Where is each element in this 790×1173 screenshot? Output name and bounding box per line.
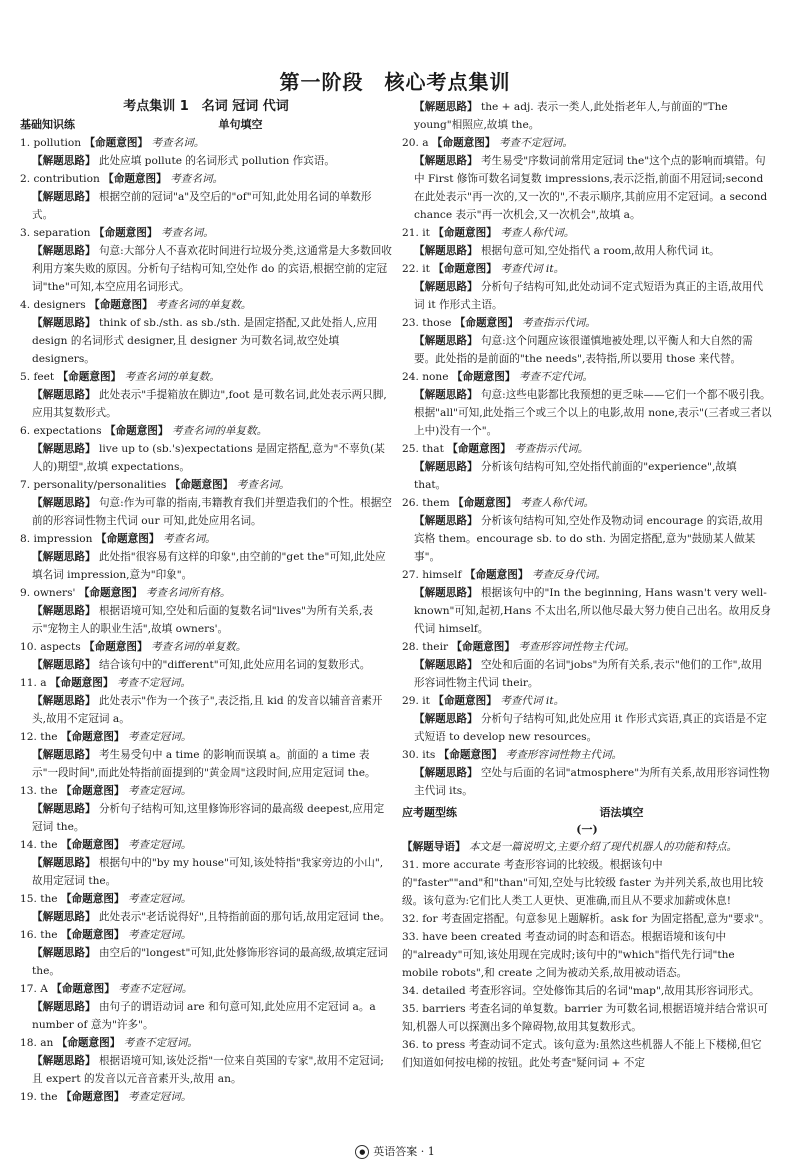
- answer-line: [402, 314, 772, 332]
- explain-tag: 【解题思路】: [414, 389, 478, 401]
- explain-tag: 【解题思路】: [32, 605, 96, 617]
- explanation: [32, 494, 392, 530]
- intent-text: 考查不定代词。: [518, 371, 593, 383]
- explain-tag: 【解题思路】: [32, 803, 96, 815]
- intent-tag: 【命题意图】: [51, 983, 115, 995]
- intent-text: 考查名词。: [160, 227, 214, 239]
- answer-key: 24. none: [402, 371, 449, 383]
- answer-key: 19. the: [20, 1091, 58, 1103]
- intent-text: 考查代词 it。: [500, 695, 565, 707]
- explain-text: 句意:大部分人不喜欢花时间进行垃圾分类,这通常是大多数回收利用方案失败的原因。分析句子结构可知,空处作 do 的宾语,根据空前的定冠词"the"可知,本空应用名词形式。: [32, 245, 392, 293]
- explain-text: 此处指"很容易有这样的印象",由空前的"get the"可知,此处应填名词 impression,意为"印象"。: [32, 551, 386, 581]
- answer-item: [20, 782, 392, 836]
- intent-tag: 【命题意图】: [431, 137, 496, 149]
- intent-tag: 【命题意图】: [60, 785, 125, 797]
- explain-tag: 【解题思路】: [414, 281, 478, 293]
- intent-tag: 【命题意图】: [84, 641, 148, 653]
- answer-key: 11. a: [20, 677, 47, 689]
- answer-key: 34. detailed: [402, 985, 466, 997]
- intent-text: 考查不定冠词。: [123, 1037, 198, 1049]
- explain-tag: 【解题思路】: [32, 245, 96, 257]
- explain-text: 根据空前的冠词"a"及空后的"of"可知,此处用名词的单数形式。: [32, 191, 372, 221]
- explain-tag: 【解题思路】: [414, 461, 478, 473]
- answer-key: 22. it: [402, 263, 430, 275]
- explanation: [32, 746, 392, 782]
- answer-item: [20, 1034, 392, 1088]
- explain-text: 由句子的谓语动词 are 和句意可知,此处应用不定冠词 a。a number of 意为"许多"。: [32, 1001, 376, 1031]
- intent-text: 考查定冠词。: [127, 893, 192, 905]
- explain-tag: 【解题思路】: [414, 245, 478, 257]
- answer-key: 6. expectations: [20, 425, 102, 437]
- explain-tag: 【解题思路】: [32, 749, 96, 761]
- intent-tag: 【命题意图】: [104, 425, 169, 437]
- answer-key: 28. their: [402, 641, 449, 653]
- explain-tag: 【解题思路】: [414, 101, 478, 113]
- answer-item: [20, 296, 392, 368]
- explain-tag: 【解题思路】: [32, 695, 96, 707]
- intent-tag: 【命题意图】: [60, 839, 125, 851]
- explanation: [32, 440, 392, 476]
- explain-text: think of sb./sth. as sb./sth. 是固定搭配,又此处指人,应用 design 的名词形式 designer,且 designer 为可数名词,故空处填 designers。: [32, 317, 378, 365]
- grammar-item: [402, 928, 772, 982]
- answer-line: [20, 638, 392, 656]
- answer-item: [20, 674, 392, 728]
- grammar-explain: 考查形容词。空处修饰其后的名词"map",故用其形容词形式。: [469, 985, 760, 997]
- intent-tag: 【命题意图】: [451, 641, 515, 653]
- answer-line: [20, 836, 392, 854]
- explain-text: 根据语境可知,该处泛指"一位来自英国的专家",故用不定冠词;且 expert 的发音以元音音素开头,故用 an。: [32, 1055, 384, 1085]
- explanation: [414, 584, 772, 638]
- answer-item: [20, 1088, 392, 1106]
- explain-tag: 【解题思路】: [414, 155, 478, 167]
- guide-paragraph: [402, 838, 772, 856]
- answer-key: 29. it: [402, 695, 430, 707]
- answer-item: [20, 584, 392, 638]
- subheading-exam: 应考题型练: [402, 806, 457, 819]
- answer-line: [20, 134, 392, 152]
- answer-line: [20, 224, 392, 242]
- explain-text: 空处和后面的名词"jobs"为所有关系,表示"他们的工作",故用形容词性物主代词 their。: [414, 659, 763, 689]
- explain-tag: 【解题思路】: [32, 1001, 96, 1013]
- intent-tag: 【命题意图】: [57, 371, 122, 383]
- answer-line: [20, 422, 392, 440]
- explain-tag: 【解题思路】: [32, 857, 96, 869]
- explanation: [32, 656, 392, 674]
- explain-text: 分析该句结构可知,空处作及物动词 encourage 的宾语,故用宾格 them。encourage sb. to do sth. 为固定搭配,意为"鼓励某人做某事"。: [414, 515, 763, 563]
- intent-text: 考查不定冠词。: [118, 983, 193, 995]
- answer-item: [20, 134, 392, 170]
- intent-text: 考查人称代词。: [500, 227, 575, 239]
- answer-key: 8. impression: [20, 533, 93, 545]
- explain-text: 此处应填 pollute 的名词形式 pollution 作宾语。: [98, 155, 336, 167]
- answer-key: 23. those: [402, 317, 452, 329]
- right-subheading: [402, 804, 772, 822]
- explanation: [414, 458, 772, 494]
- explain-tag: 【解题思路】: [32, 1055, 96, 1067]
- answer-item: [20, 638, 392, 674]
- answer-key: 30. its: [402, 749, 436, 761]
- right-answer-list: [402, 98, 772, 800]
- intent-tag: 【命题意图】: [60, 1091, 125, 1103]
- answer-line: [402, 746, 772, 764]
- answer-line: [20, 782, 392, 800]
- answer-key: 17. A: [20, 983, 48, 995]
- explain-text: 结合该句中的"different"可知,此处应用名词的复数形式。: [98, 659, 371, 671]
- grammar-explain: 考查动词的时态和语态。根据语境和该句中的"already"可知,该处用现在完成时;该句中的"which"指代先行词"the mobile robots",和 create 之间为被动关系,故用被动语态。: [402, 931, 735, 979]
- answer-key: 1. pollution: [20, 137, 82, 149]
- grammar-item: [402, 1000, 772, 1036]
- answer-item: [402, 638, 772, 692]
- explanation: [414, 386, 772, 440]
- intent-tag: 【命题意图】: [454, 317, 519, 329]
- explain-tag: 【解题思路】: [32, 443, 96, 455]
- explanation: [32, 800, 392, 836]
- explanation: [32, 548, 392, 584]
- answer-key: 10. aspects: [20, 641, 81, 653]
- intent-text: 考查名词。: [236, 479, 290, 491]
- explain-text: 此处表示"手提箱放在脚边",foot 是可数名词,此处表示两只脚,应用其复数形式。: [32, 389, 387, 419]
- intent-text: 考查定冠词。: [127, 731, 192, 743]
- intent-tag: 【命题意图】: [93, 227, 158, 239]
- answer-item: [402, 692, 772, 746]
- answer-key: 20. a: [402, 137, 429, 149]
- grammar-answer-list: [402, 856, 772, 1072]
- answer-key: 31. more accurate: [402, 859, 501, 871]
- explain-text: 此处表示"作为一个孩子",表泛指,且 kid 的发音以辅音音素开头,故用不定冠词 a。: [32, 695, 383, 725]
- grammar-item: [402, 856, 772, 910]
- answer-line: [402, 494, 772, 512]
- intent-tag: 【命题意图】: [169, 479, 234, 491]
- explain-tag: 【解题思路】: [32, 191, 96, 203]
- answer-item: [402, 494, 772, 566]
- answer-key: 9. owners': [20, 587, 76, 599]
- grammar-explain: 考查形容词的比较级。根据该句中的"faster""and"和"than"可知,空处与比较级 faster 为并列关系,故也用比较级。该句意为:它们比人类工人更快、更准确,而且从不要求加薪或休息!: [402, 859, 764, 907]
- answer-item: [20, 980, 392, 1034]
- explain-text: 由空后的"longest"可知,此处修饰形容词的最高级,故填定冠词 the。: [32, 947, 388, 977]
- answer-key: 4. designers: [20, 299, 86, 311]
- intent-text: 考查名词的单复数。: [156, 299, 252, 311]
- explanation: [32, 314, 392, 368]
- answer-line: [20, 476, 392, 494]
- explain-tag: 【解题思路】: [32, 497, 96, 509]
- section-title: 考点集训 1 名词 冠词 代词: [123, 99, 289, 114]
- intent-tag: 【命题意图】: [451, 371, 516, 383]
- intent-tag: 【命题意图】: [60, 731, 125, 743]
- grammar-explain: 考查动词不定式。该句意为:虽然这些机器人不能上下楼梯,但它们知道如何按电梯的按钮。此处考查"疑问词 + 不定: [402, 1039, 762, 1069]
- explanation: [414, 98, 772, 134]
- page-title: 第一阶段 核心考点集训: [279, 70, 511, 94]
- intent-tag: 【命题意图】: [433, 263, 497, 275]
- explain-text: 根据该句中的"In the beginning, Hans wasn't very well-known"可知,起初,Hans 不太出名,所以他尽最大努力使自己出名。故用反身代词 himself。: [414, 587, 772, 635]
- intent-text: 考查名词。: [170, 173, 224, 185]
- explanation: [32, 386, 392, 422]
- intent-text: 考查定冠词。: [127, 839, 192, 851]
- explanation: [32, 188, 392, 224]
- intent-text: 考查定冠词。: [127, 929, 192, 941]
- explain-text: 空处与后面的名词"atmosphere"为所有关系,故用形容词性物主代词 its。: [414, 767, 770, 797]
- intent-tag: 【命题意图】: [60, 893, 125, 905]
- answer-item: [402, 314, 772, 368]
- left-subheading: [20, 116, 392, 134]
- grammar-item: [402, 982, 772, 1000]
- answer-item: [402, 224, 772, 260]
- explanation: [414, 332, 772, 368]
- explanation: [32, 944, 392, 980]
- logo-icon: ●: [355, 1145, 369, 1159]
- intent-tag: 【命题意图】: [103, 173, 167, 185]
- explanation: [414, 764, 772, 800]
- explain-text: 句意:作为可靠的指南,韦籍教育我们并塑造我们的个性。根据空前的形容词性物主代词 our 可知,此处应用名词。: [32, 497, 392, 527]
- explain-tag: 【解题思路】: [32, 659, 96, 671]
- answer-line: [20, 1034, 392, 1052]
- explain-text: the + adj. 表示一类人,此处指老年人,与前面的"The young"相照应,故填 the。: [414, 101, 728, 131]
- explanation: [32, 152, 392, 170]
- explanation: [414, 242, 772, 260]
- answer-key: 16. the: [20, 929, 58, 941]
- explain-text: 句意:这些电影都比我预想的更乏味——它们一个都不吸引我。根据"all"可知,此处指三个或三个以上的电影,故用 none,表示"(三者或三者以上中)没有一个"。: [414, 389, 772, 437]
- explanation: [32, 908, 392, 926]
- explain-text: 句意:这个问题应该很谨慎地被处理,以平衡人和大自然的需要。此处指的是前面的"the needs",表特指,所以要用 those 来代替。: [414, 335, 753, 365]
- answer-key: 36. to press: [402, 1039, 466, 1051]
- answer-item: [20, 890, 392, 926]
- explanation: [32, 854, 392, 890]
- answer-item: [402, 260, 772, 314]
- answer-item: [20, 836, 392, 890]
- answer-item: [20, 422, 392, 476]
- explain-tag: 【解题思路】: [32, 155, 96, 167]
- intent-text: 考查形容词性物主代词。: [518, 641, 635, 653]
- intent-tag: 【命题意图】: [78, 587, 143, 599]
- answer-key: 12. the: [20, 731, 58, 743]
- answer-key: 15. the: [20, 893, 58, 905]
- explain-tag: 【解题思路】: [32, 389, 96, 401]
- answer-line: [20, 890, 392, 908]
- intent-tag: 【命题意图】: [464, 569, 529, 581]
- guide-tag: 【解题导语】: [402, 841, 466, 853]
- answer-line: [20, 368, 392, 386]
- answer-key: 18. an: [20, 1037, 54, 1049]
- answer-key: 14. the: [20, 839, 58, 851]
- intent-tag: 【命题意图】: [433, 227, 497, 239]
- explain-text: 分析句子结构可知,此处应用 it 作形式宾语,真正的宾语是不定式短语 to develop new resources。: [414, 713, 767, 743]
- grammar-item: [402, 1036, 772, 1072]
- explain-tag: 【解题思路】: [32, 911, 96, 923]
- explain-text: 根据句意可知,空处指代 a room,故用人称代词 it。: [480, 245, 720, 257]
- explain-text: 考生易受句中 a time 的影响而误填 a。前面的 a time 表示"一段时间",而此处特指前面提到的"黄金周"这段时间,应用定冠词 the。: [32, 749, 376, 779]
- answer-key: 21. it: [402, 227, 430, 239]
- intent-text: 考查人称代词。: [519, 497, 595, 509]
- answer-key: 2. contribution: [20, 173, 100, 185]
- intent-text: 考查不定冠词。: [498, 137, 573, 149]
- grammar-item: [402, 910, 772, 928]
- intent-text: 考查名词所有格。: [145, 587, 231, 599]
- guide-text: 本文是一篇说明文,主要介绍了现代机器人的功能和特点。: [468, 841, 738, 853]
- explain-tag: 【解题思路】: [414, 767, 478, 779]
- answer-line: [402, 224, 772, 242]
- answer-line: [20, 926, 392, 944]
- explanation: [32, 692, 392, 728]
- intent-tag: 【命题意图】: [60, 929, 125, 941]
- answer-key: 27. himself: [402, 569, 462, 581]
- footer-text: 英语答案 · 1: [373, 1145, 435, 1158]
- answer-key: 32. for: [402, 913, 438, 925]
- answer-item: [20, 170, 392, 224]
- left-column: [20, 98, 392, 1106]
- left-answer-list: [20, 134, 392, 1106]
- intent-text: 考查名词的单复数。: [150, 641, 247, 653]
- answer-line: [20, 296, 392, 314]
- answer-item: [20, 728, 392, 782]
- answer-line: [402, 638, 772, 656]
- explain-tag: 【解题思路】: [414, 713, 478, 725]
- subheading-fill: 单句填空: [218, 118, 263, 131]
- explanation: [414, 152, 772, 224]
- explain-tag: 【解题思路】: [414, 659, 478, 671]
- answer-item: [402, 440, 772, 494]
- right-column: [402, 98, 772, 1072]
- intent-text: 考查反身代词。: [531, 569, 606, 581]
- answer-item: [20, 926, 392, 980]
- explain-tag: 【解题思路】: [414, 515, 478, 527]
- answer-item: [20, 476, 392, 530]
- explain-text: live up to (sb.'s)expectations 是固定搭配,意为"不辜负(某人的)期望",故填 expectations。: [32, 443, 385, 473]
- explain-tag: 【解题思路】: [414, 587, 478, 599]
- explain-tag: 【解题思路】: [32, 317, 96, 329]
- grammar-explain: 考查名词的单复数。barrier 为可数名词,根据语境并结合常识可知,机器人可以探测出多个障碍物,故用其复数形式。: [402, 1003, 768, 1033]
- intent-tag: 【命题意图】: [49, 677, 114, 689]
- answer-key: 7. personality/personalities: [20, 479, 167, 491]
- answer-line: [20, 170, 392, 188]
- answer-key: 25. that: [402, 443, 444, 455]
- explanation: [414, 656, 772, 692]
- answer-item: [402, 746, 772, 800]
- answer-line: [402, 566, 772, 584]
- subheading-grammar: 语法填空: [599, 806, 644, 819]
- subheading-basic: 基础知识练: [20, 118, 75, 131]
- answer-key: 3. separation: [20, 227, 91, 239]
- intent-text: 考查指示代词。: [514, 443, 589, 455]
- answer-item: [402, 134, 772, 224]
- answer-key: 35. barriers: [402, 1003, 466, 1015]
- explain-tag: 【解题思路】: [414, 335, 478, 347]
- explanation: [32, 1052, 392, 1088]
- intent-text: 考查名词。: [151, 137, 205, 149]
- explain-text: 此处表示"老话说得好",且特指前面的那句话,故用定冠词 the。: [98, 911, 391, 923]
- explanation: [414, 710, 772, 746]
- answer-item: [20, 530, 392, 584]
- intent-text: 考查定冠词。: [127, 1091, 192, 1103]
- explain-text: 分析句子结构可知,这里修饰形容词的最高级 deepest,应用定冠词 the。: [32, 803, 385, 833]
- explanation: [32, 242, 392, 296]
- explanation: [32, 602, 392, 638]
- intent-text: 考查不定冠词。: [116, 677, 191, 689]
- answer-key: 33. have been created: [402, 931, 522, 943]
- intent-tag: 【命题意图】: [433, 695, 497, 707]
- answer-line: [20, 530, 392, 548]
- answer-line: [20, 980, 392, 998]
- explanation: [414, 512, 772, 566]
- explanation: [414, 278, 772, 314]
- answer-line: [402, 440, 772, 458]
- intent-tag: 【命题意图】: [438, 749, 503, 761]
- explain-text: 根据语境可知,空处和后面的复数名词"lives"为所有关系,表示"宠物主人的职业生活",故填 owners'。: [32, 605, 373, 635]
- intent-tag: 【命题意图】: [84, 137, 149, 149]
- answer-item: [402, 368, 772, 440]
- intent-tag: 【命题意图】: [453, 497, 517, 509]
- explain-text: 根据句中的"by my house"可知,该处特指"我家旁边的小山",故用定冠词 the。: [32, 857, 384, 887]
- intent-text: 考查名词的单复数。: [171, 425, 268, 437]
- explain-text: 考生易受"序数词前常用定冠词 the"这个点的影响而填错。句中 First 修饰可数名词复数 impressions,表示泛指,前面不用冠词;second 在此处表示"再一次的,又一次的",不表示顺序,其前应用不定冠词。a second chance 表示"再一次机会,又一次机会",故填 a。: [414, 155, 768, 221]
- answer-line: [402, 368, 772, 386]
- intent-text: 考查定冠词。: [127, 785, 192, 797]
- page-footer: [0, 1143, 790, 1159]
- answer-line: [20, 674, 392, 692]
- answer-line: [20, 584, 392, 602]
- answer-item: [20, 224, 392, 296]
- explanation: [32, 998, 392, 1034]
- intent-text: 考查形容词性物主代词。: [505, 749, 623, 761]
- explain-text: 分析该句结构可知,空处指代前面的"experience",故填 that。: [414, 461, 737, 491]
- answer-key: 26. them: [402, 497, 450, 509]
- passage-label: (一): [576, 823, 598, 836]
- explain-tag: 【解题思路】: [32, 551, 96, 563]
- intent-tag: 【命题意图】: [89, 299, 153, 311]
- intent-tag: 【命题意图】: [95, 533, 160, 545]
- intent-tag: 【命题意图】: [56, 1037, 121, 1049]
- answer-item: [402, 98, 772, 134]
- intent-text: 考查名词。: [162, 533, 216, 545]
- answer-line: [402, 692, 772, 710]
- answer-line: [20, 1088, 392, 1106]
- explain-text: 分析句子结构可知,此处动词不定式短语为真正的主语,故用代词 it 作形式主语。: [414, 281, 764, 311]
- grammar-explain: 考查固定搭配。句意参见上题解析。ask for 为固定搭配,意为"要求"。: [440, 913, 770, 925]
- intent-tag: 【命题意图】: [447, 443, 511, 455]
- answer-line: [402, 260, 772, 278]
- answer-key: 13. the: [20, 785, 58, 797]
- intent-text: 考查代词 it。: [500, 263, 565, 275]
- answer-item: [20, 368, 392, 422]
- answer-line: [20, 728, 392, 746]
- answer-item: [402, 566, 772, 638]
- intent-text: 考查名词的单复数。: [124, 371, 220, 383]
- answer-key: 5. feet: [20, 371, 55, 383]
- intent-text: 考查指示代词。: [521, 317, 596, 329]
- explain-tag: 【解题思路】: [32, 947, 96, 959]
- answer-line: [402, 134, 772, 152]
